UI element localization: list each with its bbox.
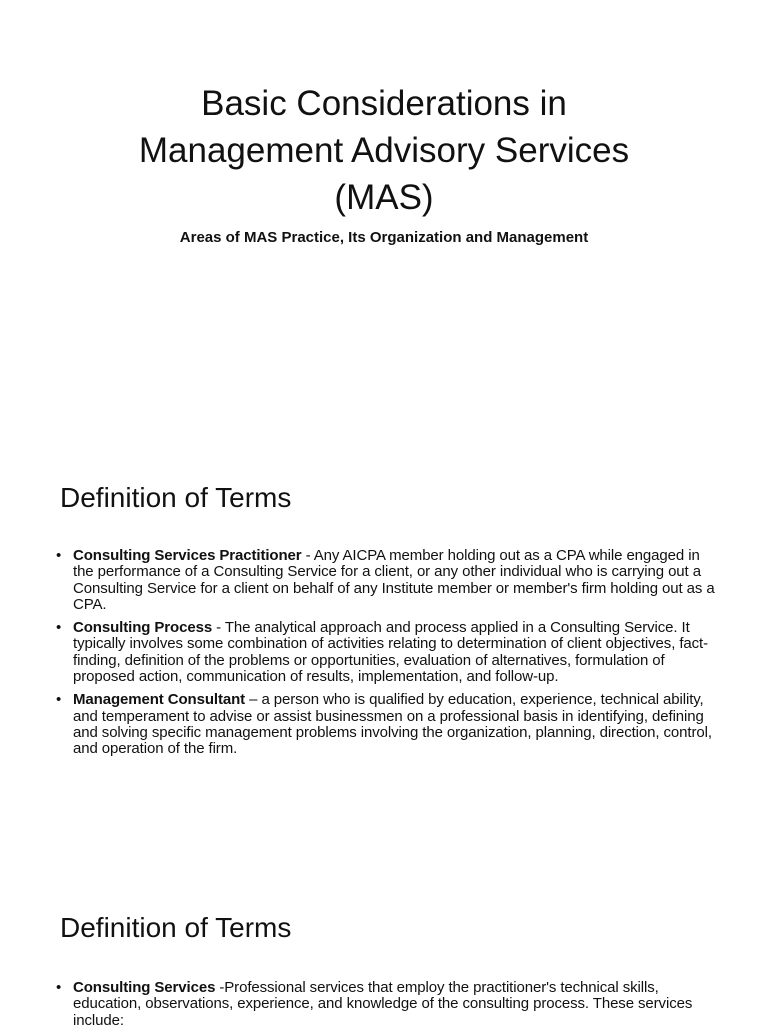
definition-term: Consulting Process	[73, 619, 213, 637]
definition-text: -Professional services that employ the practitioner's technical skills, education, observations, experience, and knowledge of the consulting process. These services include:	[73, 979, 693, 1029]
bullet-icon: •	[56, 979, 62, 996]
definition-text: - Any AICPA member holding out as a CPA while engaged in the performance of a Consulting Service for a client, or any other individual who is carrying out a Consulting Service for a client on behalf of any Institute member or member's firm holding out as a CPA.	[73, 547, 715, 613]
title-line-3: (MAS)	[334, 178, 434, 217]
bullet-icon: •	[56, 691, 62, 709]
list-item	[56, 620, 718, 685]
presentation-title	[60, 80, 708, 221]
slide-heading: Definition of Terms	[60, 912, 292, 943]
definition-term: Consulting Services	[73, 979, 216, 996]
title-line-1: Basic Considerations in	[201, 84, 567, 123]
list-item	[56, 980, 718, 1029]
title-slide	[0, 0, 768, 300]
definition-text: - The analytical approach and process applied in a Consulting Service. It typically involves some combination of activities relating to determination of client objectives, fact-finding, definition of the problems or opportunities, evaluation of alternatives, formulation of proposed action, communication of results, implementation, and follow-up.	[73, 619, 709, 686]
slide-heading: Definition of Terms	[60, 482, 292, 513]
list-item	[56, 692, 718, 757]
bullet-icon: •	[56, 547, 62, 564]
presentation-subtitle: Areas of MAS Practice, Its Organization and Management	[179, 229, 589, 246]
definition-list	[56, 548, 718, 765]
definition-term: Management Consultant	[73, 691, 246, 709]
definition-term: Consulting Services Practitioner	[73, 547, 302, 564]
bullet-icon: •	[56, 619, 62, 637]
list-item	[56, 548, 718, 613]
definitions-slide-2	[0, 860, 768, 1029]
definition-text: – a person who is qualified by education, experience, technical ability, and temperament to advise or assist businessmen on a professional basis in identifying, defining and solving specific management problems involving the organization, planning, direction, control, and operation of the firm.	[73, 691, 712, 758]
title-line-2: Management Advisory Services	[138, 131, 630, 170]
definitions-slide-1	[0, 430, 768, 830]
definition-list	[56, 980, 718, 1036]
